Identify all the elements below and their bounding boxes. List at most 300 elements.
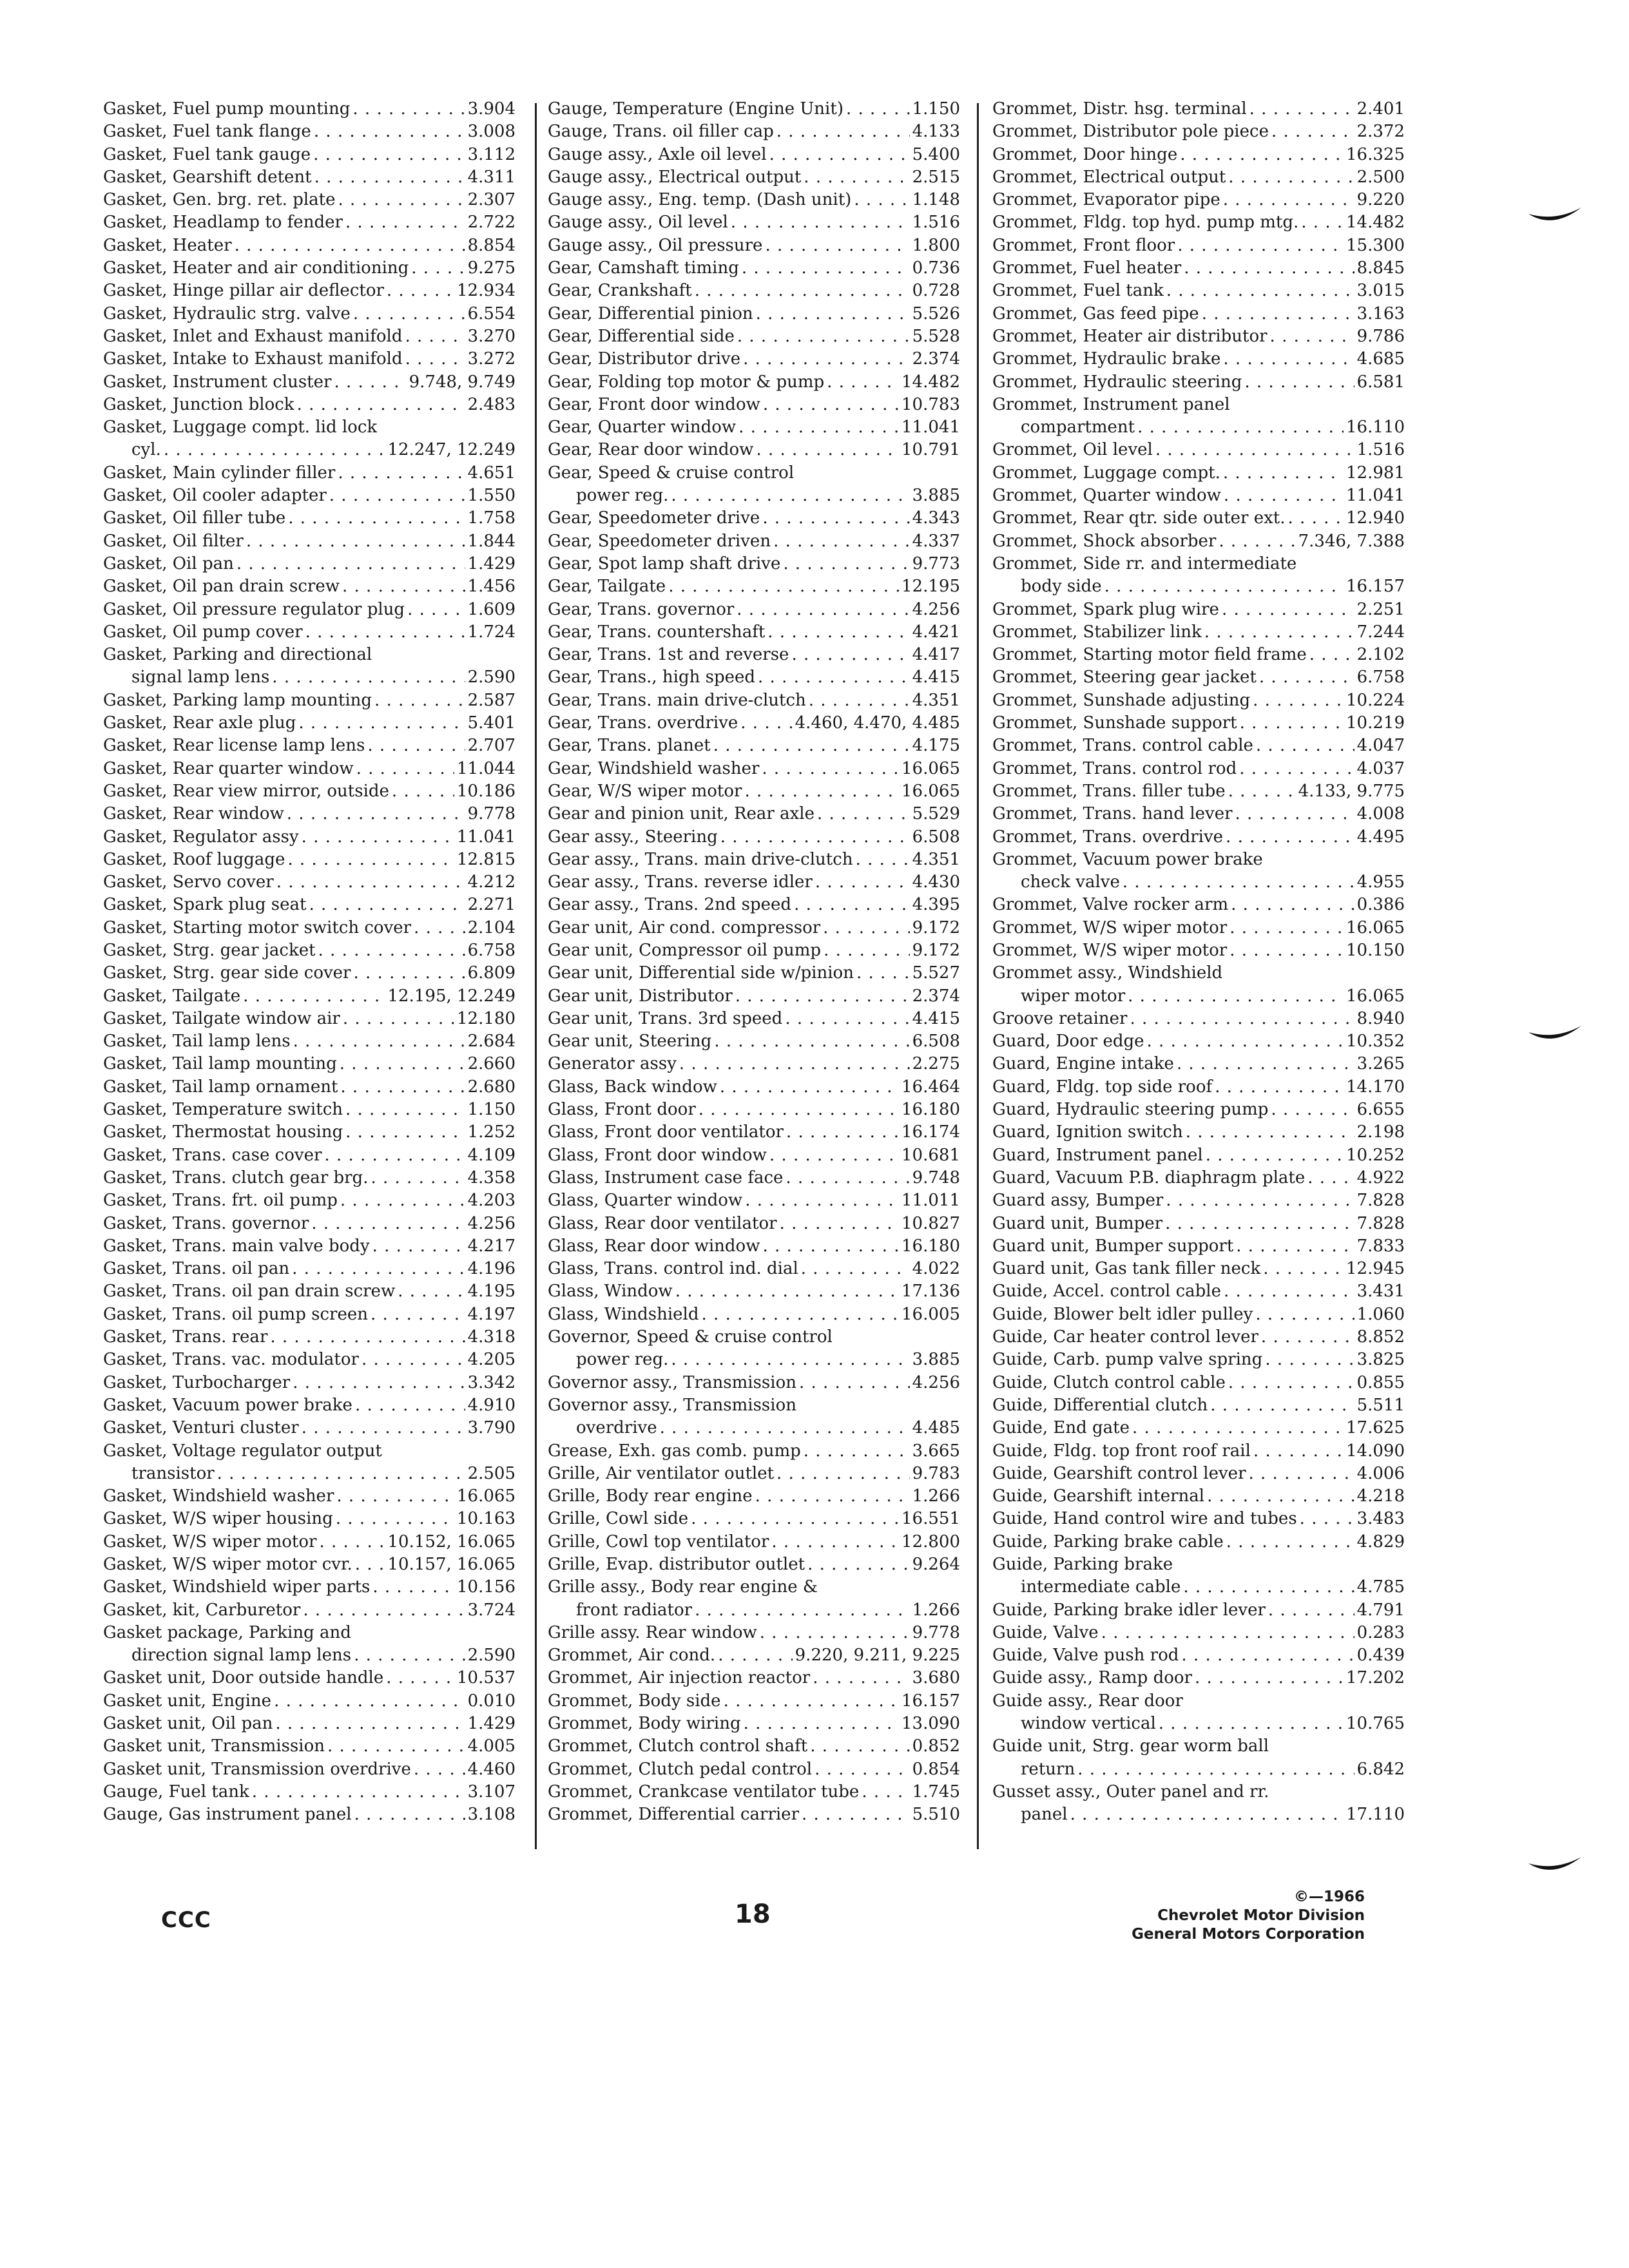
entry-page-ref: 6.655 [1356,1100,1405,1120]
index-entry [992,666,1405,689]
index-entry [103,1485,516,1508]
index-entry [103,1690,516,1713]
dot-leader [1165,1213,1354,1235]
index-entry [548,1076,960,1099]
dot-leader [691,1508,899,1530]
dot-leader [354,962,465,985]
entry-label: Gear, Differential side [548,326,735,346]
entry-page-ref: 4.008 [1356,804,1405,824]
dot-leader [1270,325,1354,348]
entry-label: Gasket, Trans. oil pan [103,1259,290,1279]
dot-leader [1204,621,1354,644]
margin-mark [1527,206,1583,232]
dot-leader [731,211,910,234]
entry-page-ref: 3.724 [467,1600,516,1620]
index-entry [103,348,516,370]
index-entry [548,1417,960,1439]
entry-page-ref: 3.483 [1356,1509,1405,1529]
index-entry [992,1144,1405,1167]
dot-leader [1184,257,1354,280]
entry-label: Gear, Windshield washer [548,758,760,778]
entry-label: Gauge assy., Eng. temp. (Dash unit) [548,190,852,210]
index-entry [103,1280,516,1303]
entry-page-ref: 8.845 [1356,258,1405,278]
dot-leader [742,257,910,280]
index-entry [548,394,960,416]
entry-label: Gauge, Temperature (Engine Unit) [548,99,843,119]
entry-page-ref: 4.205 [467,1350,516,1370]
index-entry [548,621,960,644]
entry-label: Grommet, Stabilizer link [992,622,1202,642]
index-entry [992,1553,1405,1576]
index-entry [103,166,516,189]
index-entry [548,1690,960,1713]
dot-leader [1255,1303,1354,1326]
dot-leader [794,894,910,916]
copyright-block [1132,1888,1365,1944]
entry-label: Gasket, Voltage regulator output [103,1441,382,1461]
dot-leader [345,1099,465,1121]
index-entry [992,849,1405,871]
entry-label: Gusset assy., Outer panel and rr. [992,1782,1269,1802]
dot-leader [1229,917,1344,939]
entry-page-ref: 2.660 [467,1054,516,1074]
column-divider [535,103,537,1849]
dot-leader [1206,1144,1344,1167]
index-entry [548,1440,960,1463]
index-entry [548,1167,960,1189]
entry-label: Glass, Instrument case face [548,1168,784,1187]
entry-label: Gear assy., Trans. main drive-clutch [548,849,853,869]
dot-leader [862,1781,909,1803]
entry-label: Gasket, Fuel pump mounting [103,99,351,119]
entry-label: Gear, Trans. overdrive [548,713,738,733]
entry-label: Gasket, Turbocharger [103,1372,291,1392]
entry-label: Groove retainer [992,1008,1128,1028]
entry-page-ref: 16.065 [1346,918,1405,937]
entry-label: Gasket, Strg. gear jacket [103,940,316,960]
dot-leader [313,144,465,166]
entry-page-ref: 2.104 [467,918,516,937]
index-entry [103,325,516,348]
dot-leader [767,621,909,644]
entry-page-ref: 2.374 [912,349,960,369]
dot-leader [1231,894,1354,916]
entry-label: Grommet, Trans. control rod [992,758,1237,778]
dot-leader [338,462,465,485]
index-entry [992,1781,1405,1803]
dot-leader [1177,235,1344,257]
entry-label: Gasket, Instrument cluster [103,372,332,392]
entry-label: Guide, Gearshift control lever [992,1463,1246,1483]
index-entry [103,1076,516,1099]
dot-leader [414,917,465,939]
dot-leader [217,1463,465,1485]
index-entry [103,1326,516,1349]
entry-page-ref: 4.195 [467,1282,516,1302]
entry-label: Guard unit, Gas tank filler neck [992,1259,1261,1279]
dot-leader [270,1326,465,1349]
entry-label: Grommet, Clutch pedal control [548,1759,813,1779]
entry-label: Gasket, Fuel tank flange [103,122,311,142]
dot-leader [1307,1167,1354,1189]
dot-leader [695,280,910,302]
dot-leader [236,553,465,575]
dot-leader [675,1280,899,1303]
index-entry [103,1213,516,1235]
index-entry [992,871,1405,894]
entry-page-ref: 3.680 [912,1668,960,1688]
index-entry [992,1326,1405,1349]
dot-leader [324,1144,465,1167]
index-entry [992,1713,1405,1735]
index-entry [103,1144,516,1167]
dot-leader [1137,416,1344,439]
entry-label: Gasket unit, Engine [103,1691,272,1711]
dot-leader [1159,1713,1344,1735]
dot-leader [762,507,909,530]
entry-page-ref: 2.680 [467,1077,516,1097]
entry-label: Gear unit, Compressor oil pump [548,940,822,960]
index-entry [548,120,960,143]
index-entry [103,621,516,644]
entry-label: Guide assy., Rear door [992,1691,1183,1711]
dot-leader [809,689,910,712]
entry-label: Gear, Trans. 1st and reverse [548,645,789,665]
dot-leader [810,1735,909,1758]
entry-label: Guard, Engine intake [992,1054,1174,1074]
index-entry [548,1258,960,1280]
dot-leader [824,939,910,962]
dot-leader [302,1417,465,1439]
dot-leader [1271,120,1354,143]
entry-label: Guard, Ignition switch [992,1122,1183,1142]
entry-page-ref: 9.748 [912,1168,960,1187]
entry-page-ref: 12.934 [457,281,516,301]
index-entry [103,120,516,143]
entry-page-ref: 0.736 [912,258,960,278]
index-entry [548,575,960,598]
entry-label: check valve [1021,872,1120,892]
index-entry [548,1463,960,1485]
entry-label: Glass, Rear door window [548,1236,760,1256]
entry-label: Grommet, W/S wiper motor [992,940,1228,960]
dot-leader [164,439,385,461]
entry-label: Gasket, Oil filter [103,531,244,551]
dot-leader [1235,803,1354,825]
entry-label: Gear, Trans. main drive-clutch [548,690,806,710]
entry-label: Grommet, Trans. hand lever [992,804,1233,824]
entry-page-ref: 13.090 [901,1714,960,1734]
index-entry [992,1121,1405,1144]
entry-label: Grommet, Instrument panel [992,394,1230,414]
dot-leader [387,280,454,302]
entry-label: Grommet, Fuel tank [992,281,1164,301]
dot-leader [1177,1053,1354,1075]
entry-page-ref: 4.197 [467,1304,516,1324]
entry-label: Gear unit, Distributor [548,986,733,1006]
index-entry [103,1008,516,1030]
entry-label: Grommet, Evaporator pipe [992,190,1220,210]
entry-label: Gear assy., Trans. reverse idler [548,872,813,892]
entry-page-ref: 16.157 [901,1691,960,1711]
dot-leader [338,189,465,211]
entry-page-ref: 12.195 [901,577,960,597]
entry-page-ref: 14.482 [1346,213,1405,233]
entry-page-ref: 10.152, 16.065 [387,1532,516,1552]
index-entry [103,575,516,598]
entry-label: Gasket, Oil filler tube [103,508,286,528]
entry-label: Gasket, Vacuum power brake [103,1395,352,1415]
entry-label: Guide, Accel. control cable [992,1282,1221,1302]
entry-page-ref: 2.307 [467,190,516,210]
dot-leader [702,1303,899,1326]
dot-leader [327,1735,465,1758]
index-entry [992,1213,1405,1235]
entry-page-ref: 4.203 [467,1191,516,1211]
index-entry [992,303,1405,325]
entry-page-ref: 1.429 [467,1714,516,1734]
entry-page-ref: 4.337 [912,531,960,551]
index-entry [103,1622,516,1644]
index-entry [548,689,960,712]
index-entry [992,1008,1405,1030]
index-entry [548,849,960,871]
index-entry [992,1508,1405,1530]
entry-page-ref: 4.460 [467,1759,516,1779]
dot-leader [398,1280,465,1303]
index-entry [548,485,960,507]
entry-page-ref: 16.065 [901,781,960,801]
entry-label: Gasket, Rear view mirror, outside [103,781,389,801]
dot-leader [762,758,899,780]
index-entry [548,211,960,234]
entry-label: Guide, Valve push rod [992,1646,1179,1666]
index-entry [103,98,516,120]
dot-leader [815,871,910,894]
dot-leader [1147,1030,1344,1053]
dot-leader [1181,1644,1354,1667]
entry-page-ref: 1.456 [467,577,516,597]
entry-label: Grommet, Trans. overdrive [992,827,1224,847]
index-entry [103,826,516,849]
dot-leader [1253,1440,1344,1463]
entry-page-ref: 6.581 [1356,372,1405,392]
dot-leader [272,666,465,689]
index-entry [548,1030,960,1053]
index-entry [548,712,960,735]
index-entry [992,1099,1405,1121]
index-entry [548,348,960,370]
index-entry [103,985,516,1008]
entry-page-ref: 1.550 [467,486,516,506]
entry-label: Gear, Speed & cruise control [548,463,795,483]
dot-leader [695,1599,909,1622]
index-entry [992,803,1405,825]
entry-page-ref: 2.590 [467,668,516,687]
entry-page-ref: 4.417 [912,645,960,665]
entry-page-ref: 3.107 [467,1782,516,1802]
entry-label: cyl. [131,440,161,460]
entry-page-ref: 6.809 [467,963,516,983]
entry-page-ref: 2.707 [467,736,516,756]
dot-leader [791,644,909,666]
index-entry [992,1622,1405,1644]
entry-page-ref: 12.195, 12.249 [387,986,516,1006]
entry-label: Grommet, Fuel heater [992,258,1182,278]
index-entry [548,1531,960,1553]
dot-leader [303,1599,465,1622]
index-entry [992,917,1405,939]
entry-label: Grommet, Gas feed pipe [992,303,1199,323]
entry-label: Grommet, Trans. control cable [992,736,1253,756]
entry-label: Gauge assy., Electrical output [548,167,802,187]
dot-leader [1229,939,1344,962]
dot-leader [1210,1394,1354,1417]
index-entry [992,98,1405,120]
dot-leader [660,1417,910,1439]
index-column-1 [103,98,516,1827]
dot-leader [1263,1258,1344,1280]
entry-page-ref: 16.110 [1346,418,1405,437]
entry-label: Grommet, Quarter window [992,486,1221,506]
entry-label: Gasket, Heater [103,235,232,255]
entry-label: Gasket, Hinge pillar air deflector [103,281,384,301]
margin-mark [1527,1024,1583,1050]
entry-page-ref: 10.157, 16.065 [387,1555,516,1574]
dot-leader [246,530,465,553]
entry-label: Gear assy., Steering [548,827,718,847]
entry-label: Gasket unit, Transmission [103,1736,325,1756]
dot-leader [1224,485,1344,507]
entry-label: Gear, Crankshaft [548,281,692,301]
index-entry [103,1463,516,1485]
entry-page-ref: 4.358 [467,1168,516,1187]
dot-leader [354,1803,465,1826]
entry-label: Grommet, Crankcase ventilator tube [548,1782,860,1802]
index-entry [103,599,516,621]
entry-label: Grommet, Steering gear jacket [992,668,1257,687]
entry-page-ref: 9.220 [1356,190,1405,210]
index-entry [992,1372,1405,1394]
entry-label: window vertical [1021,1714,1156,1734]
entry-label: Gasket, Oil pan drain screw [103,577,340,597]
index-entry [992,1394,1405,1417]
entry-label: Gasket, Trans. governor [103,1213,309,1233]
index-entry [103,689,516,712]
entry-label: Grommet, Body side [548,1691,721,1711]
entry-label: Gear unit, Trans. 3rd speed [548,1008,783,1028]
index-entry [992,985,1405,1008]
dot-leader [1271,1099,1354,1121]
entry-label: Gasket, Roof luggage [103,849,285,869]
page-number: 18 [735,1899,771,1929]
entry-page-ref: 10.163 [457,1509,516,1529]
index-entry [103,257,516,280]
entry-label: Gasket, Rear axle plug [103,713,296,733]
entry-page-ref: 1.745 [912,1782,960,1802]
dot-leader [372,1576,454,1599]
dot-leader [361,1349,465,1371]
entry-page-ref: 4.460, 4.470, 4.485 [795,713,960,733]
entry-label: Gasket, Parking and directional [103,645,372,665]
index-entry [548,1189,960,1212]
entry-page-ref: 1.758 [467,508,516,528]
entry-label: Gear, Trans. countershaft [548,622,766,642]
dot-leader [786,1121,899,1144]
entry-page-ref: 15.300 [1346,235,1405,255]
entry-label: Guard unit, Bumper support [992,1236,1234,1256]
index-entry [103,1235,516,1258]
entry-page-ref: 3.265 [1356,1054,1405,1074]
dot-leader [314,120,465,143]
dot-leader [758,666,910,689]
dot-leader [760,1622,910,1644]
entry-label: Grommet, Door hinge [992,144,1178,164]
entry-label: Grille, Air ventilator outlet [548,1463,775,1483]
dot-leader [1228,1372,1354,1394]
entry-page-ref: 4.037 [1356,758,1405,778]
dot-leader [1228,166,1354,189]
dot-leader [679,1053,910,1075]
entry-page-ref: 5.401 [467,713,516,733]
index-entry [103,780,516,803]
entry-label: Gear, Folding top motor & pump [548,372,825,392]
entry-label: Gasket, Windshield washer [103,1486,334,1506]
dot-leader [302,826,454,849]
entry-page-ref: 0.852 [912,1736,960,1756]
index-entry [103,485,516,507]
index-entry [103,1053,516,1075]
entry-label: Gear and pinion unit, Rear axle [548,804,815,824]
entry-label: Gauge assy., Oil pressure [548,235,763,255]
entry-page-ref: 4.922 [1356,1168,1405,1187]
entry-page-ref: 4.256 [467,1213,516,1233]
dot-leader [745,1189,899,1212]
entry-page-ref: 6.554 [467,303,516,323]
entry-label: Grommet, Trans. filler tube [992,781,1226,801]
index-entry [992,553,1405,575]
entry-page-ref: 16.464 [901,1077,960,1097]
dot-leader [1128,985,1344,1008]
entry-page-ref: 4.785 [1356,1577,1405,1597]
entry-label: Gasket, Trans. rear [103,1327,268,1347]
index-entry [992,1440,1405,1463]
index-entry [548,1713,960,1735]
index-entry [992,144,1405,166]
entry-label: Gasket, Fuel tank gauge [103,144,311,164]
index-entry [992,439,1405,461]
entry-label: Gasket, Oil cooler adapter [103,486,327,506]
entry-label: Grille assy. Rear window [548,1622,757,1642]
entry-label: Generator assy [548,1054,677,1074]
entry-label: Gear, Trans., high speed [548,668,756,687]
entry-page-ref: 2.515 [912,167,960,187]
entry-page-ref: 9.275 [467,258,516,278]
entry-page-ref: 11.044 [457,758,516,778]
entry-label: Gasket, Gen. brg. ret. plate [103,190,336,210]
entry-page-ref: 10.252 [1346,1145,1405,1165]
index-entry [548,1758,960,1781]
index-entry [548,553,960,575]
entry-page-ref: 9.786 [1356,326,1405,346]
entry-label: Gauge, Gas instrument panel [103,1805,352,1825]
dot-leader [355,1553,385,1576]
index-entry [548,780,960,803]
dot-leader [374,689,465,712]
entry-page-ref: 17.110 [1346,1805,1405,1825]
dot-leader [1261,1326,1354,1349]
